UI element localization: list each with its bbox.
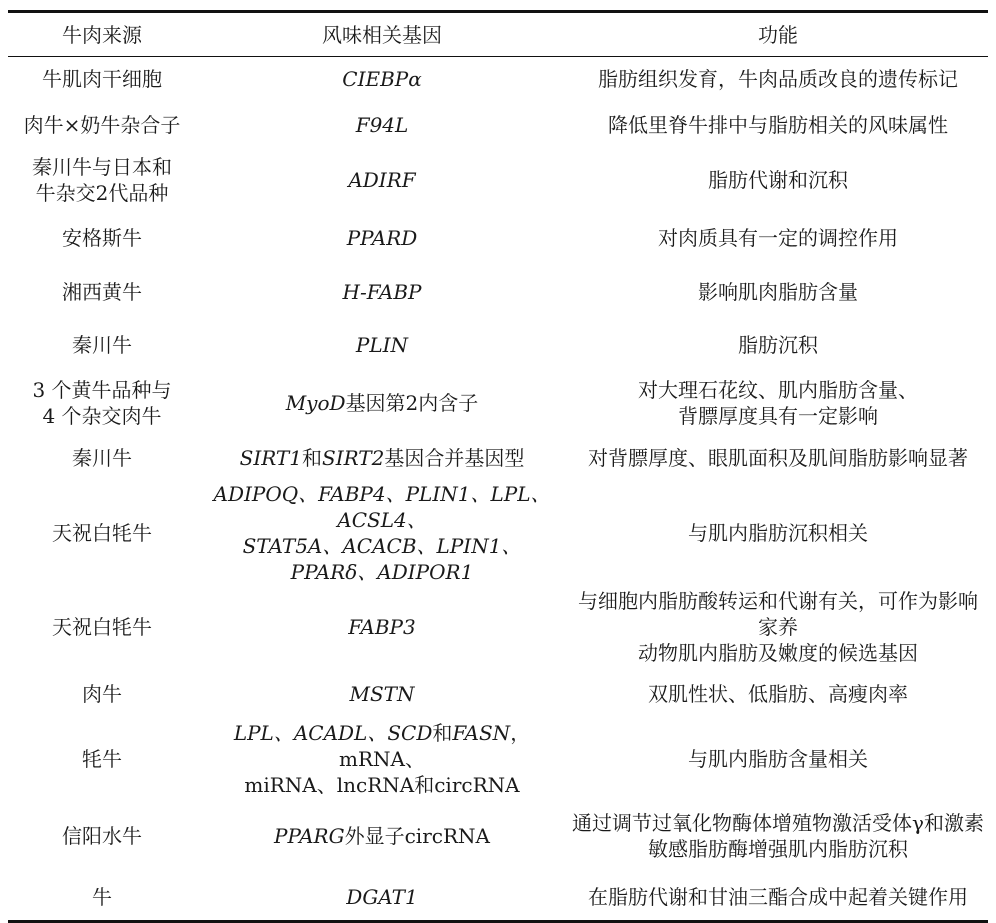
cell-function bbox=[568, 435, 988, 481]
gene-line bbox=[200, 823, 564, 849]
gene-name: SIRT1 bbox=[239, 445, 302, 470]
source-line: 牛杂交2代品种 bbox=[35, 181, 169, 205]
gene-line bbox=[200, 720, 564, 772]
gene-name: LPL、ACADL、SCD bbox=[233, 720, 433, 745]
gene-line bbox=[200, 332, 564, 358]
gene-name: ADIPOQ、FABP4、PLIN1、LPL、ACSL4、 bbox=[213, 481, 551, 532]
function-line: 背膘厚度具有一定影响 bbox=[678, 404, 878, 428]
gene-line bbox=[200, 681, 564, 707]
cell-function bbox=[568, 874, 988, 922]
cell-flavor-gene bbox=[196, 266, 568, 319]
cell-function bbox=[568, 720, 988, 798]
function-line: 降低里脊牛排中与脂肪相关的风味属性 bbox=[608, 113, 948, 137]
gene-line bbox=[200, 66, 564, 92]
cell-beef-source bbox=[8, 585, 196, 669]
source-line: 肉牛×奶牛杂合子 bbox=[23, 113, 181, 137]
cell-flavor-gene bbox=[196, 720, 568, 798]
gene-name: PPARG bbox=[274, 823, 345, 848]
gene-name: F94L bbox=[355, 113, 409, 137]
gene-line bbox=[200, 772, 564, 798]
gene-name: MyoD bbox=[285, 391, 346, 415]
source-line: 牛肌肉干细胞 bbox=[42, 66, 162, 91]
header-function: 功能 bbox=[758, 22, 798, 47]
flavor-gene-table bbox=[8, 10, 988, 923]
gene-line bbox=[200, 481, 564, 533]
cell-function bbox=[568, 101, 988, 150]
header-beef-source: 牛肉来源 bbox=[62, 22, 142, 47]
cell-beef-source bbox=[8, 319, 196, 372]
gene-line bbox=[200, 167, 564, 193]
table-row bbox=[8, 435, 988, 481]
cell-beef-source bbox=[8, 57, 196, 101]
cell-function bbox=[568, 372, 988, 435]
source-line: 牛 bbox=[92, 884, 112, 909]
cell-function bbox=[568, 150, 988, 211]
gene-line bbox=[200, 279, 564, 305]
gene-name: FABP3 bbox=[348, 614, 416, 639]
table-row bbox=[8, 57, 988, 101]
header-row bbox=[8, 12, 988, 57]
gene-line bbox=[200, 225, 564, 251]
cell-function bbox=[568, 798, 988, 874]
cell-function bbox=[568, 585, 988, 669]
cell-beef-source bbox=[8, 669, 196, 720]
gene-line bbox=[200, 533, 564, 585]
function-line: 与细胞内脂肪酸转运和代谢有关，可作为影响家养 bbox=[578, 588, 978, 639]
cell-beef-source bbox=[8, 798, 196, 874]
cell-flavor-gene bbox=[196, 372, 568, 435]
cell-function bbox=[568, 211, 988, 266]
gene-note: ，mRNA、 bbox=[339, 720, 531, 771]
cell-flavor-gene bbox=[196, 57, 568, 101]
cell-flavor-gene bbox=[196, 669, 568, 720]
table-row bbox=[8, 669, 988, 720]
gene-name: MSTN bbox=[349, 682, 415, 706]
function-line: 在脂肪代谢和甘油三酯合成中起着关键作用 bbox=[588, 884, 968, 909]
function-line: 对背膘厚度、眼肌面积及肌间脂肪影响显著 bbox=[588, 445, 968, 470]
gene-note: 基因第2内含子 bbox=[345, 391, 479, 415]
source-line: 秦川牛与日本和 bbox=[32, 155, 172, 179]
gene-note: 和 bbox=[302, 445, 322, 470]
table-row bbox=[8, 372, 988, 435]
header-flavor-gene: 风味相关基因 bbox=[322, 22, 442, 47]
cell-flavor-gene bbox=[196, 150, 568, 211]
function-line: 与肌内脂肪含量相关 bbox=[688, 746, 868, 771]
cell-function bbox=[568, 481, 988, 585]
cell-beef-source bbox=[8, 101, 196, 150]
table-row bbox=[8, 720, 988, 798]
table-row bbox=[8, 150, 988, 211]
cell-beef-source bbox=[8, 266, 196, 319]
source-line: 肉牛 bbox=[82, 682, 122, 706]
gene-name: FASN bbox=[452, 720, 511, 745]
table-header bbox=[8, 12, 988, 57]
source-line: 天祝白牦牛 bbox=[52, 520, 152, 545]
gene-note: miRNA、lncRNA和circRNA bbox=[244, 772, 520, 797]
gene-name: DGAT1 bbox=[346, 884, 418, 909]
cell-beef-source bbox=[8, 211, 196, 266]
source-line: 安格斯牛 bbox=[62, 226, 142, 250]
function-line: 对大理石花纹、肌内脂肪含量、 bbox=[638, 378, 918, 402]
gene-name: ADIRF bbox=[348, 168, 416, 192]
cell-beef-source bbox=[8, 874, 196, 922]
table-row bbox=[8, 266, 988, 319]
function-line: 脂肪组织发育，牛肉品质改良的遗传标记 bbox=[598, 66, 958, 91]
cell-flavor-gene bbox=[196, 585, 568, 669]
table-row bbox=[8, 481, 988, 585]
function-line: 通过调节过氧化物酶体增殖物激活受体γ和激素 bbox=[572, 810, 984, 835]
function-line: 脂肪代谢和沉积 bbox=[708, 168, 848, 192]
source-line: 秦川牛 bbox=[72, 445, 132, 470]
function-line: 脂肪沉积 bbox=[738, 333, 818, 357]
function-line: 敏感脂肪酶增强肌内脂肪沉积 bbox=[648, 836, 908, 861]
gene-note: 外显子circRNA bbox=[344, 823, 490, 848]
table-row bbox=[8, 319, 988, 372]
gene-note: 和 bbox=[432, 720, 453, 745]
gene-name: H-FABP bbox=[342, 280, 422, 304]
cell-flavor-gene bbox=[196, 874, 568, 922]
cell-flavor-gene bbox=[196, 319, 568, 372]
gene-name: PLIN bbox=[355, 333, 409, 357]
source-line: 3 个黄牛品种与 bbox=[32, 378, 172, 402]
gene-name: PPARD bbox=[346, 226, 418, 250]
gene-table-container bbox=[8, 10, 988, 923]
gene-name: STAT5A、ACACB、LPIN1、PPARδ、ADIPOR1 bbox=[242, 533, 522, 584]
gene-line bbox=[200, 112, 564, 138]
gene-note: 基因合并基因型 bbox=[384, 445, 525, 470]
function-line: 与肌内脂肪沉积相关 bbox=[688, 520, 868, 545]
table-row bbox=[8, 585, 988, 669]
cell-beef-source bbox=[8, 435, 196, 481]
function-line: 动物肌内脂肪及嫩度的候选基因 bbox=[638, 640, 918, 665]
table-row bbox=[8, 798, 988, 874]
table-row bbox=[8, 874, 988, 922]
cell-flavor-gene bbox=[196, 481, 568, 585]
cell-beef-source bbox=[8, 150, 196, 211]
source-line: 秦川牛 bbox=[72, 333, 132, 357]
cell-function bbox=[568, 319, 988, 372]
gene-name: SIRT2 bbox=[322, 445, 385, 470]
table-body bbox=[8, 57, 988, 922]
cell-function bbox=[568, 57, 988, 101]
gene-line bbox=[200, 445, 564, 471]
function-line: 对肉质具有一定的调控作用 bbox=[658, 226, 898, 250]
gene-line bbox=[200, 614, 564, 640]
cell-flavor-gene bbox=[196, 101, 568, 150]
cell-function bbox=[568, 266, 988, 319]
cell-beef-source bbox=[8, 720, 196, 798]
cell-beef-source bbox=[8, 481, 196, 585]
source-line: 天祝白牦牛 bbox=[52, 614, 152, 639]
gene-name: CIEBPα bbox=[342, 66, 422, 91]
gene-line bbox=[200, 390, 564, 416]
table-row bbox=[8, 101, 988, 150]
cell-flavor-gene bbox=[196, 211, 568, 266]
source-line: 湘西黄牛 bbox=[62, 280, 142, 304]
cell-function bbox=[568, 669, 988, 720]
cell-flavor-gene bbox=[196, 798, 568, 874]
source-line: 牦牛 bbox=[82, 746, 122, 771]
source-line: 4 个杂交肉牛 bbox=[42, 404, 162, 428]
cell-flavor-gene bbox=[196, 435, 568, 481]
source-line: 信阳水牛 bbox=[62, 823, 142, 848]
function-line: 影响肌肉脂肪含量 bbox=[698, 280, 858, 304]
function-line: 双肌性状、低脂肪、高瘦肉率 bbox=[648, 682, 908, 706]
cell-beef-source bbox=[8, 372, 196, 435]
table-row bbox=[8, 211, 988, 266]
